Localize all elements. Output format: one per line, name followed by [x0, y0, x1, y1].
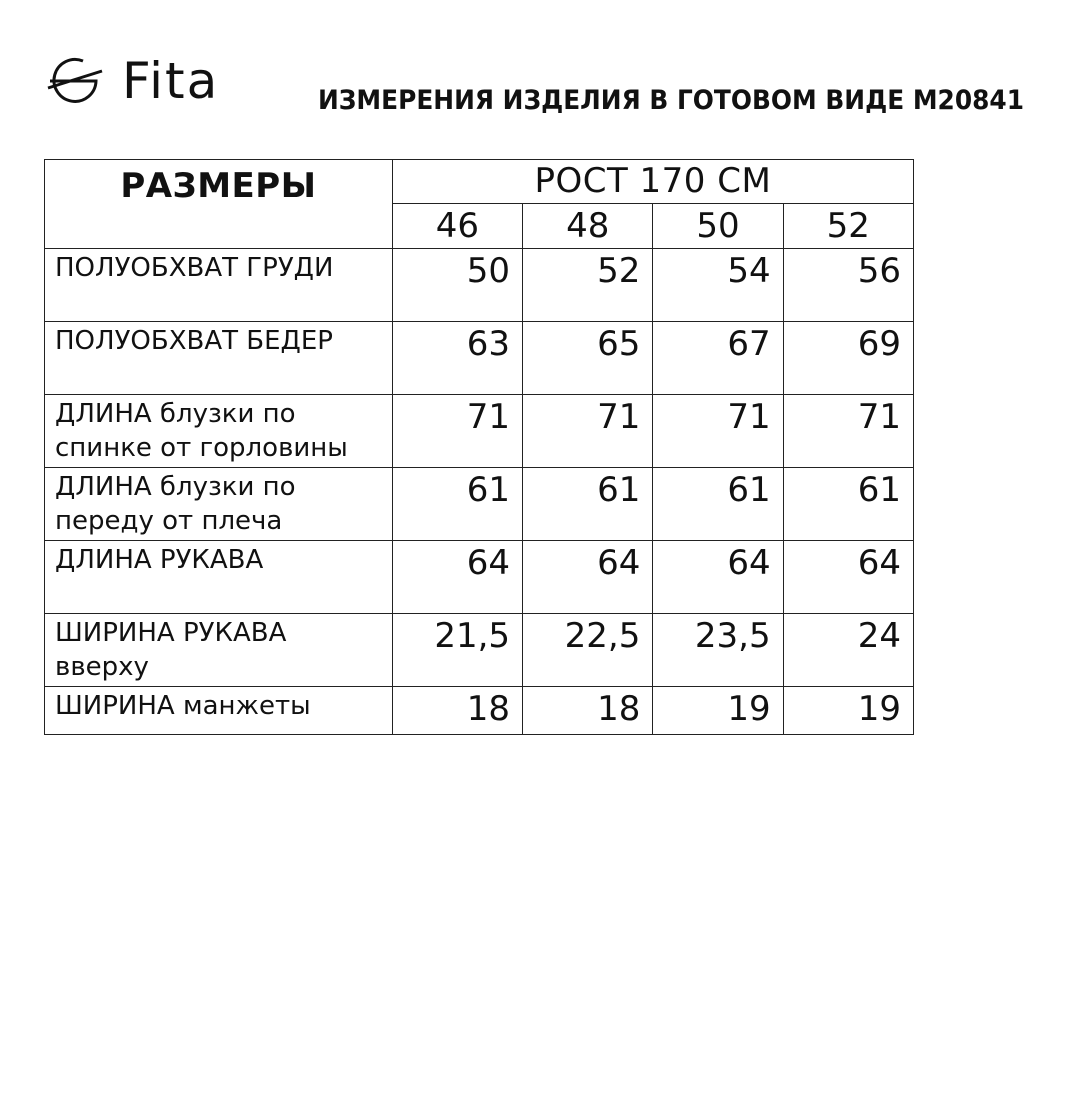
- row-value: 69: [783, 322, 913, 395]
- size-header: 50: [653, 204, 783, 249]
- row-value: 71: [523, 395, 653, 468]
- table-row: [45, 541, 914, 614]
- row-value: 19: [653, 687, 783, 735]
- page-title: ИЗМЕРЕНИЯ ИЗДЕЛИЯ В ГОТОВОМ ВИДЕ М20841: [318, 85, 1024, 116]
- row-value: 61: [653, 468, 783, 541]
- row-value: 54: [653, 249, 783, 322]
- row-label: ПОЛУОБХВАТ БЕДЕР: [45, 322, 393, 395]
- table-row: [45, 395, 914, 468]
- size-header: 46: [392, 204, 522, 249]
- row-value: 23,5: [653, 614, 783, 687]
- table-row: [45, 468, 914, 541]
- size-header: 52: [783, 204, 913, 249]
- row-label: ШИРИНА манжеты: [45, 687, 393, 735]
- row-value: 18: [523, 687, 653, 735]
- row-value: 19: [783, 687, 913, 735]
- table-row: [45, 249, 914, 322]
- row-value: 64: [653, 541, 783, 614]
- row-label: ШИРИНА РУКАВА вверху: [45, 614, 393, 687]
- height-header: РОСТ 170 СМ: [392, 160, 913, 204]
- row-value: 21,5: [392, 614, 522, 687]
- row-value: 18: [392, 687, 522, 735]
- row-value: 50: [392, 249, 522, 322]
- fita-logo-icon: [42, 48, 108, 114]
- row-value: 67: [653, 322, 783, 395]
- size-header: 48: [523, 204, 653, 249]
- row-value: 61: [392, 468, 522, 541]
- row-value: 64: [783, 541, 913, 614]
- measurements-table: [44, 159, 914, 735]
- table-row: [45, 687, 914, 735]
- row-value: 64: [392, 541, 522, 614]
- brand-logo: [42, 48, 219, 114]
- row-value: 64: [523, 541, 653, 614]
- row-value: 71: [783, 395, 913, 468]
- table-row: [45, 322, 914, 395]
- row-label: ДЛИНА блузки по переду от плеча: [45, 468, 393, 541]
- table-header-row: [45, 160, 914, 204]
- row-value: 71: [392, 395, 522, 468]
- sizes-header: РАЗМЕРЫ: [45, 160, 393, 249]
- row-value: 63: [392, 322, 522, 395]
- row-label: ДЛИНА блузки по спинке от горловины: [45, 395, 393, 468]
- row-value: 56: [783, 249, 913, 322]
- row-value: 24: [783, 614, 913, 687]
- row-value: 61: [523, 468, 653, 541]
- table-row: [45, 614, 914, 687]
- row-label: ПОЛУОБХВАТ ГРУДИ: [45, 249, 393, 322]
- row-value: 71: [653, 395, 783, 468]
- brand-name: Fita: [122, 52, 220, 110]
- row-value: 52: [523, 249, 653, 322]
- row-value: 22,5: [523, 614, 653, 687]
- row-label: ДЛИНА РУКАВА: [45, 541, 393, 614]
- row-value: 65: [523, 322, 653, 395]
- row-value: 61: [783, 468, 913, 541]
